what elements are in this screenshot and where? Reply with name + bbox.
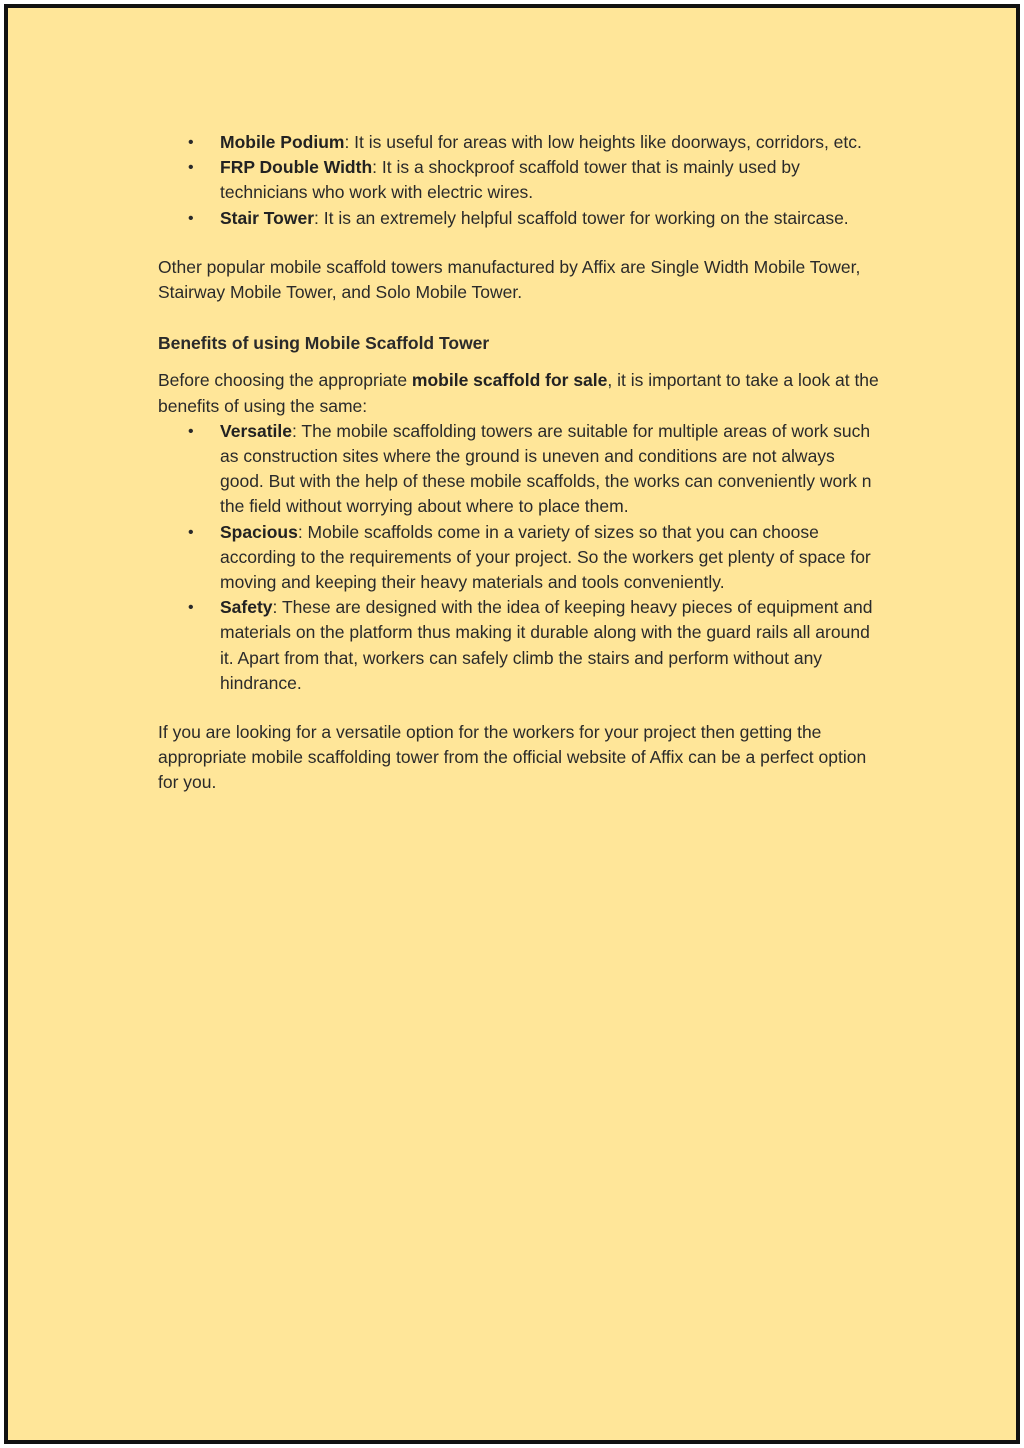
list-item-text: : It is a shockproof scaffold tower that is mainly used by technicians who work with electric wires.: [220, 157, 800, 203]
other-towers-paragraph: Other popular mobile scaffold towers manufactured by Affix are Single Width Mobile Tower, Stairway Mobile Tower, and Solo Mobile Tower.: [158, 256, 861, 303]
list-item: [188, 155, 883, 205]
bullet-icon: •: [188, 159, 194, 177]
bullet-icon: •: [188, 209, 194, 227]
bullet-icon: •: [188, 599, 194, 617]
list-item-term: Mobile Podium: [220, 132, 345, 152]
list-item: [188, 520, 883, 596]
list-item-text: : These are designed with the idea of keeping heavy pieces of equipment and materials on the platform thus making it durable along with the guard rails all around it. Apart from that, workers can safely climb the stairs and perform without any hindrance.: [220, 597, 873, 693]
closing-paragraph: If you are looking for a versatile option for the workers for your project then getting the appropriate mobile scaffolding tower from the official website of Affix can be a perfect option for you.: [158, 722, 867, 793]
tower-types-list: [158, 130, 883, 231]
list-item: [188, 130, 883, 155]
bullet-icon: •: [188, 422, 194, 440]
list-item-text: : Mobile scaffolds come in a variety of sizes so that you can choose according to the requirements of your project. So the workers get plenty of space for moving and keeping their heavy materials and tools conveniently.: [220, 521, 871, 593]
list-item-term: Safety: [220, 597, 273, 618]
intro-text-after: , it is important to take a look at the benefits of using the same:: [158, 370, 879, 416]
list-item: [188, 595, 883, 696]
section-heading: Benefits of using Mobile Scaffold Tower: [158, 333, 490, 354]
list-item-text: : The mobile scaffolding towers are suitable for multiple areas of work such as construction sites where the ground is uneven and conditions are not always good. But with the help of these mobile scaffolds, the works can conveniently work n the field without worrying about where to place them.: [220, 420, 872, 517]
bullet-icon: •: [188, 134, 194, 151]
intro-text-bold: mobile scaffold for sale: [411, 370, 608, 391]
list-item: [188, 419, 883, 520]
document-content: [158, 130, 883, 796]
list-item-term: Stair Tower: [220, 207, 315, 228]
list-item-text: : It is useful for areas with low heights like doorways, corridors, etc.: [344, 132, 862, 152]
benefits-list: [158, 419, 883, 696]
intro-paragraph: [158, 368, 883, 418]
list-item-term: Spacious: [220, 521, 298, 542]
list-item-term: FRP Double Width: [220, 157, 373, 178]
document-page: [4, 4, 1020, 1444]
list-item: [188, 206, 883, 231]
bullet-icon: •: [188, 523, 194, 541]
list-item-text: : It is an extremely helpful scaffold tower for working on the staircase.: [314, 207, 849, 228]
intro-text-before: Before choosing the appropriate: [158, 370, 412, 391]
list-item-term: Versatile: [220, 420, 292, 441]
